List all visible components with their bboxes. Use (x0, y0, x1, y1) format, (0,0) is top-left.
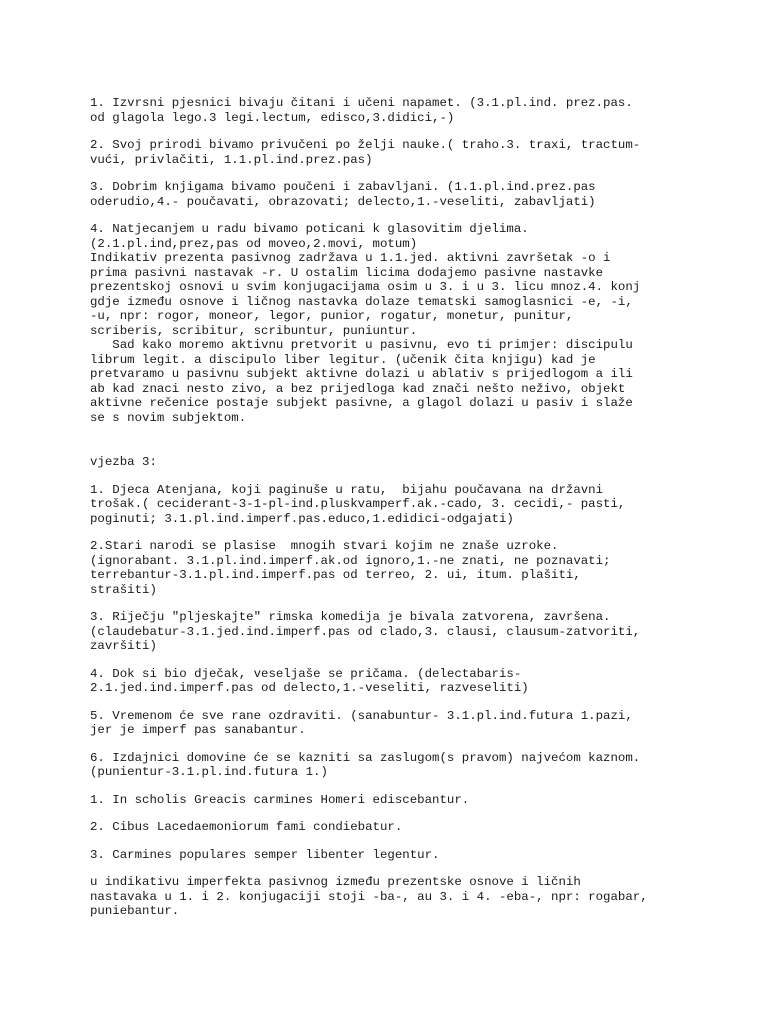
paragraph-sentence-4-explanation: 4. Natjecanjem u radu bivamo poticani k glasovitim djelima. (2.1.pl.ind,prez,pas od moveo,2.movi, motum) Indikativ prezenta pasivnog zadržava u 1.1.jed. aktivni završetak -o i prima pasivni nastavak -r. U ostalim licima dodajemo pasivne nastavke prezentskoj osnovi u svim konjugacijama osim u 3. i u 3. licu mnoz.4. konj gdje između osnove i ličnog nastavka dolaze tematski samoglasnici -e, -i, -u, npr: rogor, moneor, legor, punior, rogatur, monetur, punitur, scriberis, scribitur, scribuntur, puniuntur. Sad kako moremo aktivnu pretvorit u pasivnu, evo ti primjer: discipulu librum legit. a discipulo liber legitur. (učenik čita knjigu) kad je pretvaramo u pasivnu subjekt aktivne dolazi u ablativ s prijedlogom a ili ab kad znaci nesto zivo, a bez prijedloga kad znači nešto neživo, objekt aktivne rečenice postaje subjekt pasivne, a glagol dolazi u pasiv i slaže se s novim subjektom. (90, 222, 641, 425)
imperfect-passive-note: u indikativu imperfekta pasivnog između prezentske osnove i ličnih nastavaka u 1. i 2. konjugaciji stoji -ba-, au 3. i 4. -eba-, npr: rogabar, puniebantur. (90, 875, 648, 918)
exercise-item-2: 2.Stari narodi se plasise mnogih stvari kojim ne znaše uzroke. (ignorabant. 3.1.pl.ind.imperf.ak.od ignoro,1.-ne znati, ne poznavati; terrebantur-3.1.pl.ind.imperf.pas od terreo, 2. ui, itum. plašiti, strašiti) (90, 539, 611, 597)
exercise-item-1: 1. Djeca Atenjana, koji paginuše u ratu, bijahu poučavana na državni trošak.( ceciderant-3-1-pl-ind.pluskvamperf.ak.-cado, 3. cecidi,- pasti, poginuti; 3.1.pl.ind.imperf.pas.educo,1.edidici-odgajati) (90, 482, 626, 526)
section-heading: vjezba 3: (90, 455, 157, 469)
paragraph-sentence-1: 1. Izvrsni pjesnici bivaju čitani i učeni napamet. (3.1.pl.ind. prez.pas. od glagola lego.3 legi.lectum, edisco,3.didici,-) (90, 96, 633, 125)
exercise-item-4: 4. Dok si bio dječak, veseljaše se pričama. (delectabaris- 2.1.jed.ind.imperf.pas od delecto,1.-veseliti, razveseliti) (90, 666, 529, 695)
paragraph-sentence-2: 2. Svoj prirodi bivamo privučeni po želji nauke.( traho.3. traxi, tractum- vući, privlačiti, 1.1.pl.ind.prez.pas) (90, 138, 641, 167)
latin-sentence-3: 3. Carmines populares semper libenter legentur. (90, 847, 440, 862)
exercise-item-3: 3. Riječju "pljeskajte" rimska komedija je bivala zatvorena, završena. (claudebatur-3.1.jed.ind.imperf.pas od clado,3. clausi, clausum-zatvoriti, završiti) (90, 610, 641, 653)
document-page (90, 96, 760, 932)
paragraph-sentence-3: 3. Dobrim knjigama bivamo poučeni i zabavljani. (1.1.pl.ind.prez.pas oderudio,4.- poučavati, obrazovati; delecto,1.-veseliti, zabavljati) (90, 180, 596, 209)
section-spacer (90, 425, 760, 455)
latin-sentence-2: 2. Cibus Lacedaemoniorum fami condiebatur. (90, 820, 403, 834)
exercise-item-6: 6. Izdajnici domovine će se kazniti sa zaslugom(s pravom) najvećom kaznom. (punientur-3.1.pl.ind.futura 1.) (90, 750, 641, 779)
latin-sentence-1: 1. In scholis Greacis carmines Homeri ediscebantur. (90, 792, 470, 807)
exercise-item-5: 5. Vremenom će sve rane ozdraviti. (sanabuntur- 3.1.pl.ind.futura 1.pazi, jer je imperf pas sanabantur. (90, 708, 633, 737)
